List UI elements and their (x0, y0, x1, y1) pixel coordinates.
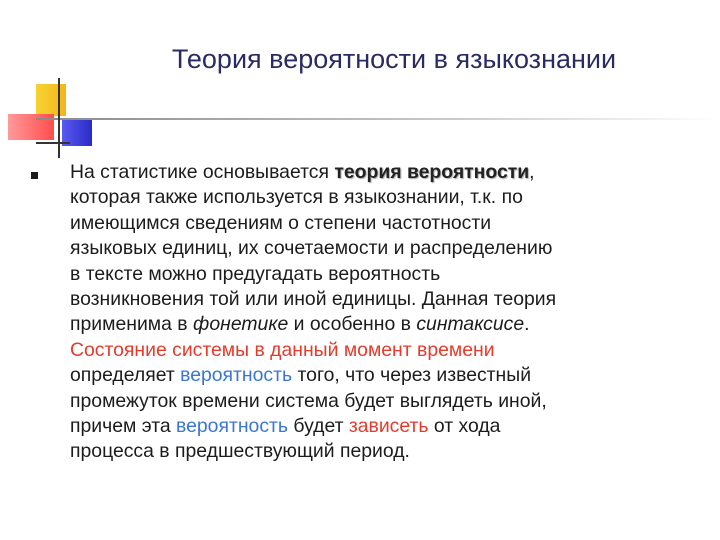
highlight-red-line: Состояние системы в данный момент времени (70, 338, 495, 361)
text-line: языковых единиц, их сочетаемости и распределению (70, 237, 553, 260)
vertical-rule (58, 78, 60, 158)
highlight-blue-word: вероятность (180, 364, 293, 387)
highlight-blue-word: вероятность (176, 415, 289, 438)
text-line: которая также используется в языкознании, т.к. по (70, 186, 523, 209)
bullet-paragraph (70, 160, 690, 465)
text-line: имеющимся сведениям о степени частотности (70, 211, 492, 234)
highlight-red-word: зависеть (348, 415, 429, 438)
red-square (8, 114, 54, 140)
text-line: в тексте можно предугадать вероятность (70, 262, 441, 285)
title-rule (36, 118, 720, 120)
horizontal-rule-short (36, 142, 70, 144)
decorative-squares-graphic (0, 0, 720, 170)
yellow-square (36, 84, 66, 116)
slide-title: Теория вероятности в языкознании (171, 44, 617, 74)
text-line: причем эта вероятность будет зависеть от хода (70, 415, 501, 438)
text-line: возникновения той или иной единицы. Данная теория (70, 288, 557, 311)
text-line: применима в фонетике и особенно в синтаксисе. (70, 313, 530, 336)
text-line: промежуток времени система будет выглядеть иной, (70, 389, 547, 412)
term-phonetics: фонетике (192, 313, 289, 336)
text-line: На статистике основывается теория вероятности, (70, 161, 535, 183)
term-probability-theory: теория вероятности (334, 161, 530, 183)
term-syntax: синтаксисе (416, 313, 525, 336)
text-line: определяет вероятность того, что через известный (70, 364, 532, 387)
square-bullet-icon (31, 172, 38, 179)
text-line: процесса в предшествующий период. (70, 440, 410, 463)
blue-square (62, 118, 92, 146)
